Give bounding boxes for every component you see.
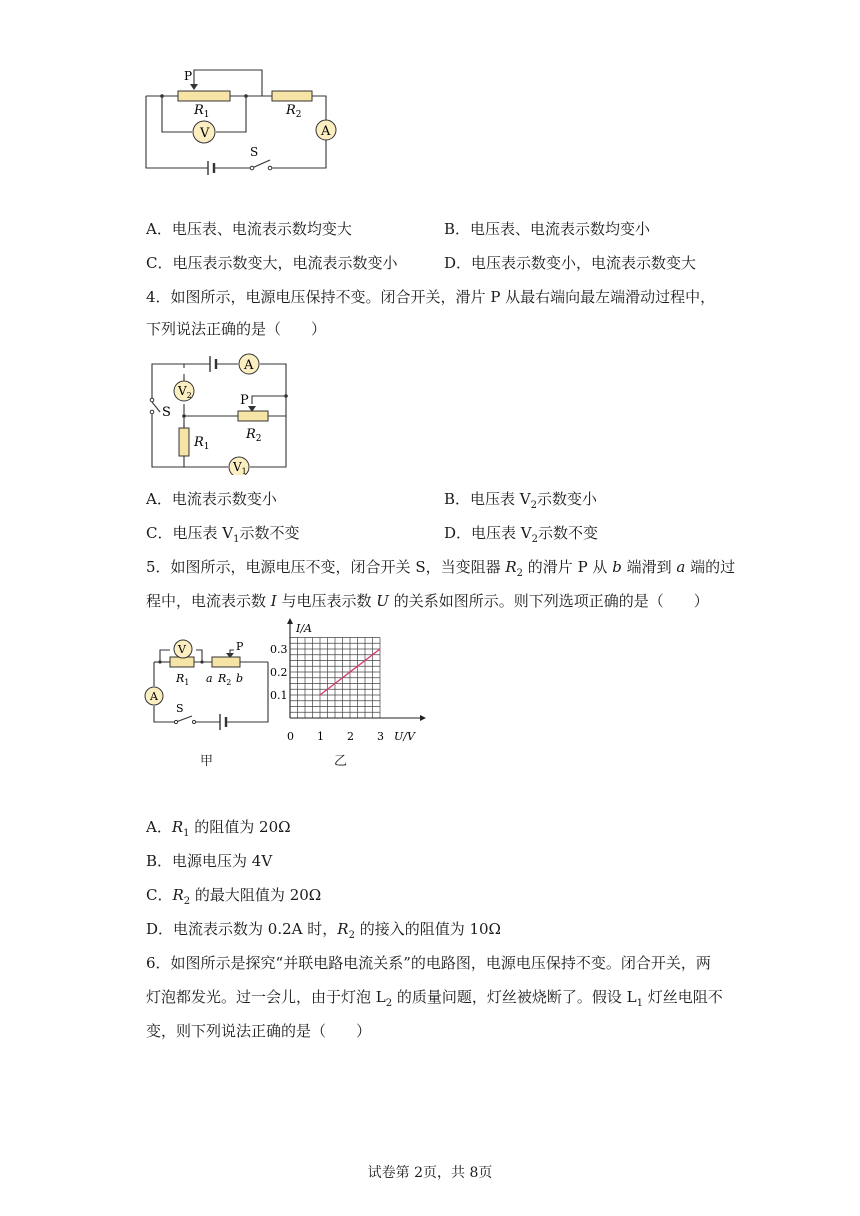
- q5-a-label: a: [206, 672, 213, 685]
- q5-r2-label: $R_2$: [218, 672, 232, 687]
- q4-r2-label: $R_2$: [246, 427, 262, 444]
- q5-y-axis-label: I/A: [296, 622, 312, 635]
- q5-caption-left: 甲: [200, 754, 214, 769]
- q5-ammeter-label: A: [150, 690, 158, 703]
- q4-option-a: A．电流表示数变小: [146, 490, 277, 508]
- q4-switch-label: S: [162, 405, 171, 420]
- q4-question-line1: 4．如图所示，电源电压保持不变。闭合开关，滑片 P 从最右端向最左端滑动过程中，: [146, 288, 716, 306]
- q5-switch-label: S: [176, 702, 184, 715]
- y-tick-label: 0.1: [270, 689, 288, 702]
- q5-option-c: C．$R_2$ 的最大阻值为 20Ω: [146, 886, 322, 907]
- q3-label-r1: $R_1$: [194, 103, 210, 120]
- y-tick-label: 0.2: [270, 666, 288, 679]
- q6-question-line3: 变，则下列说法正确的是（ ）: [146, 1022, 372, 1040]
- q5-circuit-figure: [140, 636, 270, 736]
- q3-voltmeter-label: V: [200, 126, 210, 141]
- q4-v1-label: $V_1$: [233, 460, 247, 475]
- q3-option-b: B．电压表、电流表示数均变小: [444, 220, 651, 238]
- q4-slider-label: P: [240, 393, 249, 408]
- q3-option-c: C．电压表示数变大，电流表示数变小: [146, 254, 398, 272]
- q5-question-line2: 程中，电流表示数 I 与电压表示数 U 的关系如图所示。则下列选项正确的是（ ）: [146, 592, 709, 610]
- q5-r1-label: $R_1$: [176, 672, 190, 687]
- q6-question-line2: 灯泡都发光。过一会儿，由于灯泡 $L_2$ 的质量问题，灯丝被烧断了。假设 $L_1$ 灯丝电阻不: [146, 988, 723, 1009]
- q4-circuit-figure: [142, 350, 292, 475]
- q3-circuit-figure: [140, 62, 340, 178]
- q4-option-c: C．电压表 $V_1$示数不变: [146, 524, 300, 545]
- y-tick-label: 0.3: [270, 643, 288, 656]
- x-tick-label: 0: [287, 730, 294, 743]
- q4-ammeter-label: A: [244, 358, 254, 373]
- q6-question-line1: 6．如图所示是探究“并联电路电流关系”的电路图，电源电压保持不变。闭合开关，两: [146, 954, 711, 972]
- q5-graph: [270, 618, 430, 748]
- q5-b-label: b: [236, 672, 244, 685]
- x-tick-label: 1: [317, 730, 324, 743]
- q5-option-d: D．电流表示数为 0.2A 时，$R_2$ 的接入的阻值为 10Ω: [146, 920, 501, 941]
- page-footer: 试卷第 2页，共 8页: [367, 1165, 493, 1181]
- q5-option-b: B．电源电压为 4V: [146, 852, 273, 870]
- q3-option-d: D．电压表示数变小，电流表示数变大: [444, 254, 697, 272]
- q5-voltmeter-label: V: [178, 643, 186, 656]
- q3-ammeter-label: A: [321, 124, 331, 139]
- x-tick-label: 3: [377, 730, 384, 743]
- q5-caption-right: 乙: [334, 754, 348, 769]
- q4-r1-label: $R_1$: [194, 435, 210, 452]
- q3-label-p: P: [184, 69, 193, 83]
- q4-option-d: D．电压表 $V_2$示数不变: [444, 524, 599, 545]
- q3-switch-label: S: [250, 145, 259, 159]
- q5-slider-label: P: [236, 640, 244, 653]
- x-tick-label: 2: [347, 730, 354, 743]
- q3-label-r2: $R_2$: [286, 103, 302, 120]
- q4-question-line2: 下列说法正确的是（ ）: [146, 320, 327, 338]
- q3-option-a: A．电压表、电流表示数均变大: [146, 220, 352, 238]
- q5-option-a: A．$R_1$ 的阻值为 20Ω: [146, 818, 291, 839]
- q4-option-b: B．电压表 $V_2$示数变小: [444, 490, 598, 511]
- q5-question-line1: 5．如图所示，电源电压不变，闭合开关 S，当变阻器 $R_2$ 的滑片 P 从 b 端滑到 a 端的过: [146, 558, 736, 579]
- q5-x-axis-label: U/V: [394, 730, 415, 743]
- q4-v2-label: $V_2$: [178, 384, 192, 400]
